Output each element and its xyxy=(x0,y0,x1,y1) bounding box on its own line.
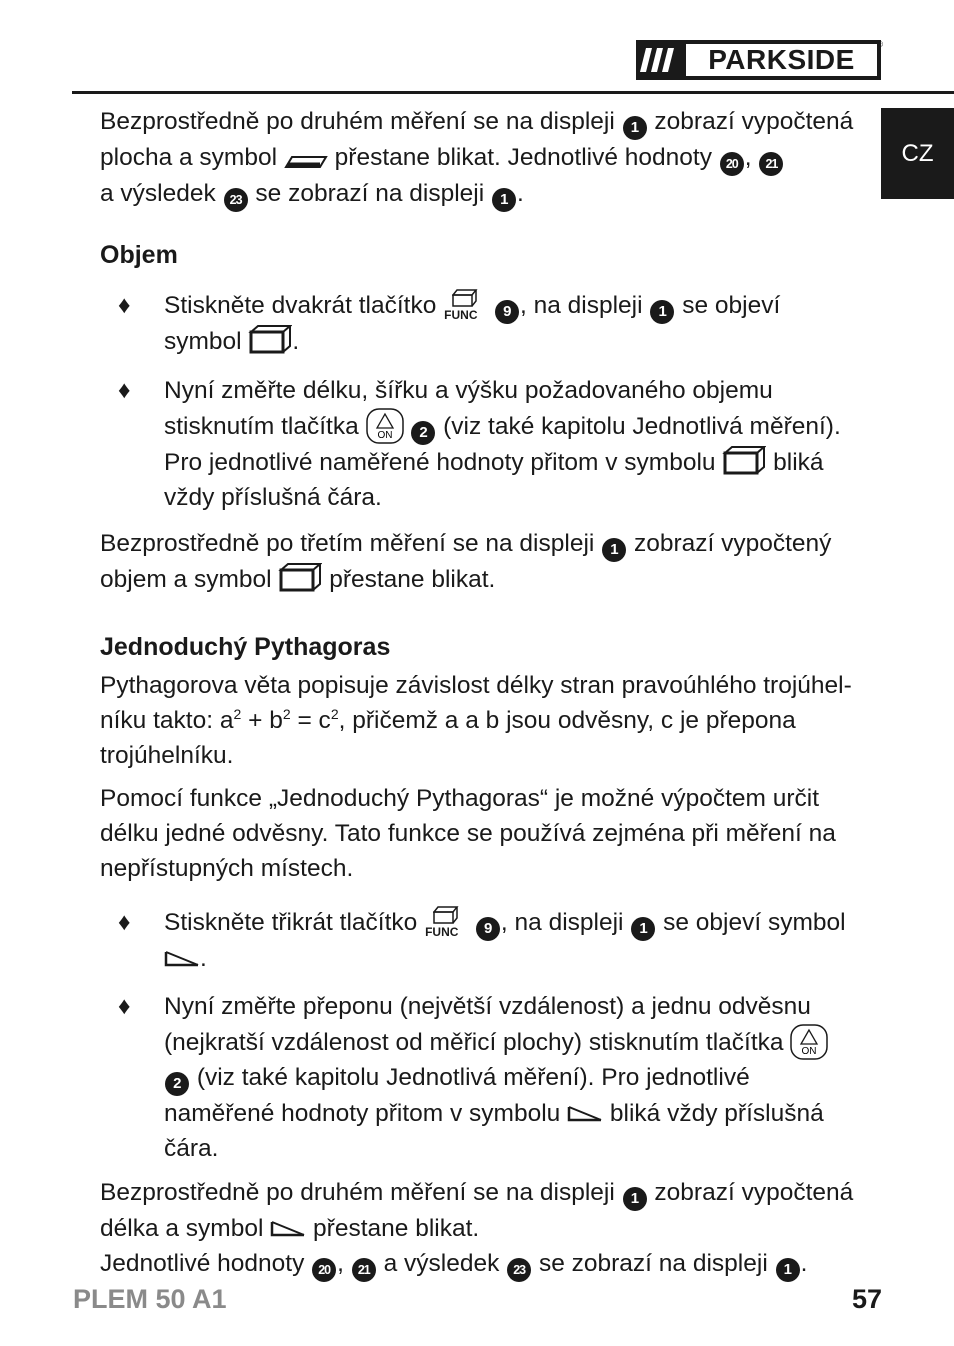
superscript: 2 xyxy=(282,705,291,722)
text: (viz také kapitolu Jednotlivá měření). Pro jednotlivé naměřené hodnoty přitom v symbolu xyxy=(164,413,841,476)
text: zobrazí vypočtený objem a symbol xyxy=(100,530,832,593)
superscript: 2 xyxy=(330,705,339,722)
bullet-diamond-icon: ♦ xyxy=(118,377,131,404)
pythagoras-symbol-icon xyxy=(164,950,200,968)
text: = c xyxy=(290,707,331,734)
text: , xyxy=(337,1250,344,1277)
page-number: 57 xyxy=(851,1284,882,1314)
ref-number-badge: 21 xyxy=(759,152,783,176)
text: se objeví symbol xyxy=(663,909,846,936)
ref-number-badge: 1 xyxy=(623,1187,647,1211)
func-button-icon xyxy=(424,908,468,940)
text: , xyxy=(744,144,752,171)
text: (viz také kapitolu Jednotlivá měření). Pro jednotlivé naměřené hodnoty přitom v symbolu xyxy=(164,1064,750,1127)
text: . xyxy=(200,945,207,972)
text: , přičemž a a b jsou odvěsny, c je přepona trojúhelníku. xyxy=(100,707,796,769)
func-button-icon xyxy=(443,291,487,323)
ref-number-badge: 2 xyxy=(165,1072,189,1096)
list-item xyxy=(100,373,860,515)
text: Stiskněte třikrát tlačítko xyxy=(164,909,418,936)
ref-number-badge: 1 xyxy=(492,188,516,212)
volume-symbol-icon xyxy=(278,562,322,592)
on-label: ON xyxy=(801,1046,817,1057)
text: zobrazí vypočtená délka a symbol xyxy=(100,1179,854,1242)
footer-model-name: PLEM 50 A1 xyxy=(73,1284,227,1314)
section-heading-objem: Objem xyxy=(100,241,178,269)
ref-number-badge: 1 xyxy=(650,300,674,324)
text: Jednotlivé hodnoty xyxy=(100,1250,305,1277)
text: přestane blikat. xyxy=(329,566,496,593)
ref-number-badge: 21 xyxy=(352,1258,376,1282)
ref-number-badge: 23 xyxy=(507,1258,531,1282)
ref-number-badge: 2 xyxy=(411,421,435,445)
section-heading-pythagoras: Jednoduchý Pythagoras xyxy=(100,633,391,661)
text: Bezprostředně po druhém měření se na displeji xyxy=(100,1179,615,1206)
text: + b xyxy=(241,707,283,734)
superscript: 2 xyxy=(233,705,242,722)
ref-number-badge: 20 xyxy=(312,1258,336,1282)
func-label: FUNC xyxy=(425,925,459,939)
pythagoras-symbol-icon xyxy=(567,1105,603,1123)
pythagoras-symbol-icon xyxy=(270,1220,306,1238)
on-button-icon xyxy=(790,1024,828,1060)
on-button-icon xyxy=(366,408,404,444)
text: Bezprostředně po druhém měření se na displeji xyxy=(100,108,615,135)
text: . xyxy=(517,180,524,207)
area-symbol-icon xyxy=(284,154,328,170)
text: . xyxy=(292,328,300,355)
values-result-paragraph xyxy=(100,1246,860,1282)
bullet-diamond-icon: ♦ xyxy=(118,993,131,1020)
ref-number-badge: 20 xyxy=(720,152,744,176)
text: bliká vždy příslušná čára. xyxy=(164,449,824,511)
text: Nyní změřte přeponu (největší vzdálenost) a jednu odvěsnu (nejkratší vzdálenost od měřicí plochy) stisknutím tlačítka xyxy=(164,993,811,1056)
text: přestane blikat. Jednotlivé hodnoty xyxy=(334,144,712,171)
ref-number-badge: 1 xyxy=(602,538,626,562)
list-item xyxy=(100,905,860,976)
text: se zobrazí na displeji xyxy=(255,180,485,207)
text: se zobrazí na displeji xyxy=(538,1250,768,1277)
volume-symbol-icon xyxy=(248,324,292,354)
func-label: FUNC xyxy=(444,308,478,322)
ref-number-badge: 9 xyxy=(476,917,500,941)
text: a výsledek xyxy=(383,1250,500,1277)
logo-brand-text: PARKSIDE xyxy=(686,44,877,76)
registered-mark-icon: ® xyxy=(877,40,883,49)
text: se objeví symbol xyxy=(164,292,781,355)
text: a výsledek xyxy=(100,180,216,207)
text: zobrazí vypočtená plocha a symbol xyxy=(100,108,854,171)
text: , na displeji xyxy=(500,909,624,936)
ref-number-badge: 1 xyxy=(623,116,647,140)
text: , na displeji xyxy=(519,292,643,319)
area-result-paragraph xyxy=(100,104,860,212)
text: . xyxy=(800,1250,808,1277)
text: Nyní změřte délku, šířku a výšku požadovaného objemu stisknutím tlačítka xyxy=(164,377,773,440)
text: Bezprostředně po třetím měření se na displeji xyxy=(100,530,595,557)
language-tab: CZ xyxy=(881,108,954,199)
text: bliká vždy příslušná čára. xyxy=(164,1100,824,1162)
page-content xyxy=(100,102,860,1282)
ref-number-badge: 23 xyxy=(224,188,248,212)
header-rule xyxy=(72,91,954,94)
pythagoras-intro-paragraph xyxy=(100,668,860,773)
list-item xyxy=(100,989,860,1166)
ref-number-badge: 1 xyxy=(776,1258,800,1282)
bullet-diamond-icon: ♦ xyxy=(118,909,131,936)
ref-number-badge: 9 xyxy=(495,300,519,324)
text: Pythagorova věta popisuje závislost délky stran pravoúhlého trojúhelníku takto: a xyxy=(100,672,852,734)
bullet-diamond-icon: ♦ xyxy=(118,292,131,319)
length-result-paragraph xyxy=(100,1175,860,1246)
list-item xyxy=(100,288,860,359)
logo-slashes-icon xyxy=(636,40,686,80)
volume-symbol-icon xyxy=(722,445,766,475)
volume-result-paragraph xyxy=(100,526,860,597)
pythagoras-function-paragraph: Pomocí funkce „Jednoduchý Pythagoras“ je možné výpočtem určit délku jedné odvěsny. Tato funkce se používá zejména při měření na nepřístupných místech. xyxy=(100,785,836,882)
parkside-logo xyxy=(636,40,881,80)
text: Stiskněte dvakrát tlačítko xyxy=(164,292,437,319)
ref-number-badge: 1 xyxy=(631,917,655,941)
text: přestane blikat. xyxy=(313,1215,480,1242)
on-label: ON xyxy=(377,430,393,441)
